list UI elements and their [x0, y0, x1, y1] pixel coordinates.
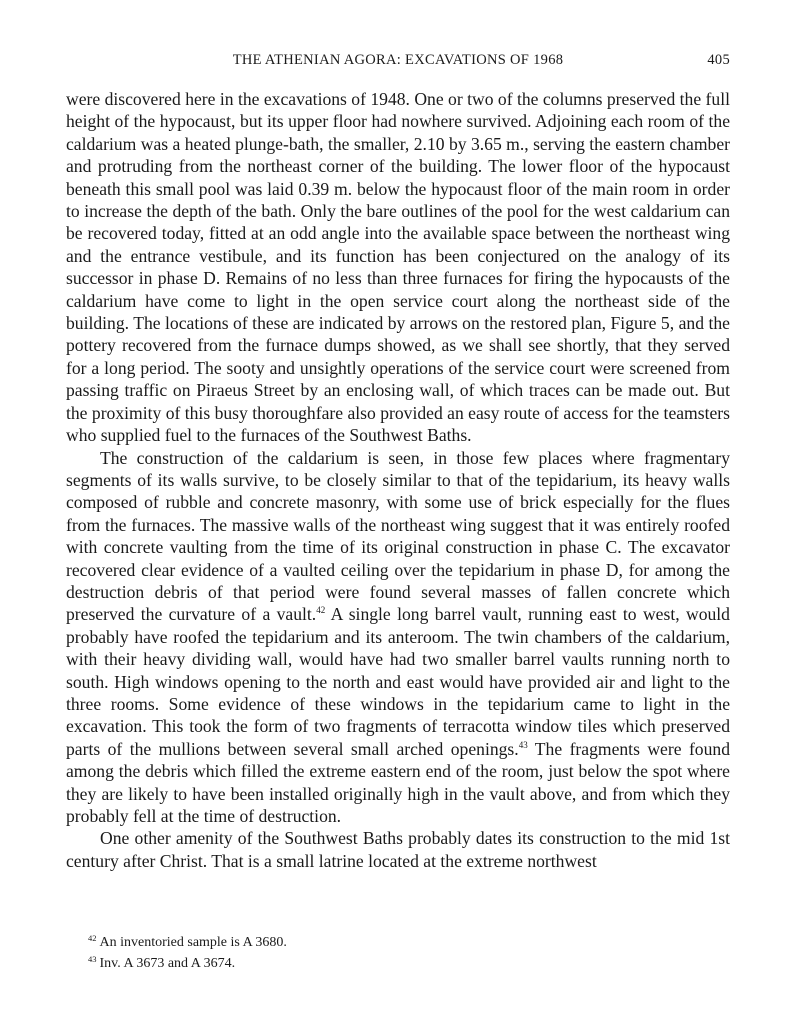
paragraph-2-part-c: The fragments were found among the debris which filled the extreme eastern end of the room, just below the spot where they are likely to have been installed originally high in the vault above, and from which they probably fell at the time of destruction. — [66, 738, 730, 826]
running-title: THE ATHENIAN AGORA: EXCAVATIONS OF 1968 — [232, 52, 564, 68]
paragraph-2 — [66, 447, 730, 828]
footnote-43 — [88, 951, 287, 972]
paragraph-2-part-a: The construction of the caldarium is seen, in those few places where fragmentary segments of its walls survive, to be closely similar to that of the tepidarium, its heavy walls composed of rubble and concrete masonry, with some use of brick especially for the flues from the furnaces. The massive walls of the northeast wing suggest that it was entirely roofed with concrete vaulting from the time of its original construction in phase C. The excavator recovered clear evidence of a vaulted ceiling over the tepidarium in phase D, for among the destruction debris of that period were found several masses of fallen concrete which preserved the curvature of a vault. — [66, 447, 730, 625]
footnote-ref-43[interactable]: 43 — [518, 739, 528, 750]
footnote-42 — [88, 930, 287, 951]
paragraph-2-part-b: A single long barrel vault, running east to west, would probably have roofed the tepidarium and its anteroom. The twin chambers of the caldarium, with their heavy dividing wall, would have had two smaller barrel vaults running north to south. High windows opening to the north and east would have provided air and light to the three rooms. Some evidence of these windows in the tepidarium came to light in the excavation. This took the form of two fragments of terracotta window tiles which preserved parts of the mullions between several small arched openings. — [66, 604, 730, 759]
paragraph-1: were discovered here in the excavations of 1948. One or two of the columns preserved the full height of the hypocaust, but its upper floor had nowhere survived. Adjoining each room of the caldarium was a heated plunge-bath, the smaller, 2.10 by 3.65 m., serving the eastern chamber and protruding from the northeast corner of the building. The lower floor of the hypocaust beneath this small pool was laid 0.39 m. below the hypocaust floor of the main room in order to increase the depth of the bath. Only the bare outlines of the pool for the west caldarium can be recovered today, fitted at an odd angle into the available space between the northeast wing and the entrance vestibule, and its function has been conjectured on the analogy of its successor in phase D. Remains of no less than three furnaces for firing the hypocausts of the caldarium have come to light in the open service court along the northeast side of the building. The locations of these are indicated by arrows on the restored plan, Figure 5, and the pottery recovered from the furnace dumps showed, as we shall see shortly, that they served for a long period. The sooty and unsightly operations of the service court were screened from passing traffic on Piraeus Street by an enclosing wall, of which traces can be made out. But the proximity of this busy thoroughfare also provided an easy route of access for the teamsters who supplied fuel to the furnaces of the Southwest Baths. — [66, 89, 730, 446]
body-text — [66, 88, 730, 872]
footnote-number: 42 — [88, 933, 97, 943]
paragraph-3: One other amenity of the Southwest Baths probably dates its construction to the mid 1st century after Christ. That is a small latrine located at the extreme northwest — [66, 828, 730, 871]
footnote-number: 43 — [88, 954, 97, 964]
footnotes — [88, 930, 287, 972]
footnote-text: Inv. A 3673 and A 3674. — [99, 956, 236, 971]
running-head — [66, 52, 730, 72]
page-number: 405 — [707, 52, 730, 68]
footnote-ref-42[interactable]: 42 — [316, 605, 326, 616]
footnote-text: An inventoried sample is A 3680. — [99, 935, 287, 950]
